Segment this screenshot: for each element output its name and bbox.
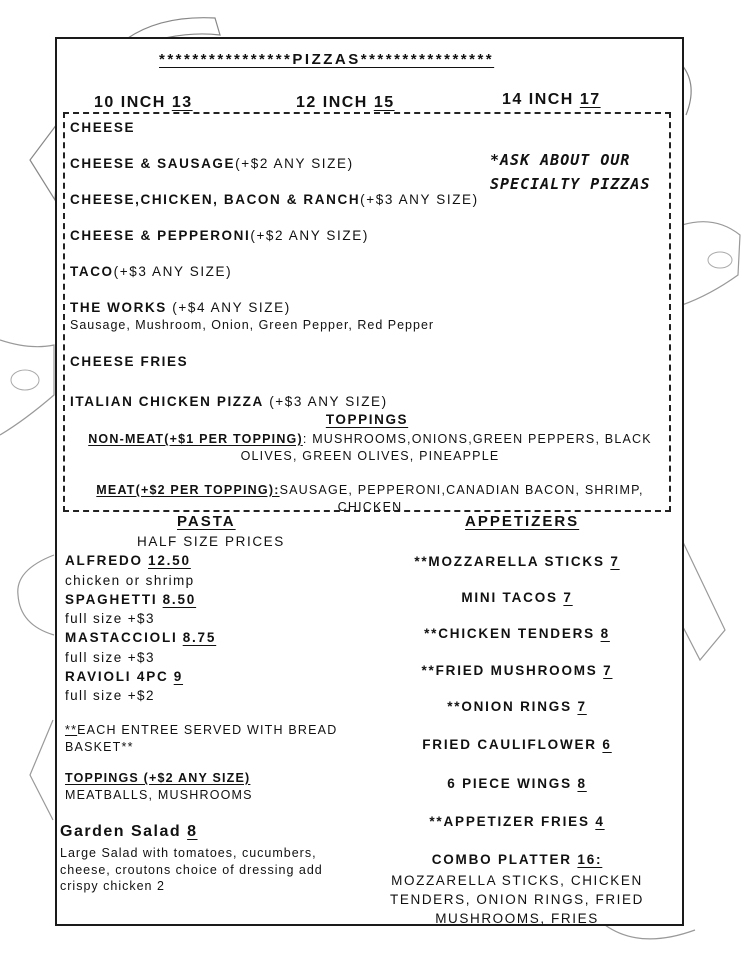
cheese-slice-sketch-icon xyxy=(25,715,55,825)
size-price: 15 xyxy=(373,94,395,111)
pizza-item: ITALIAN CHICKEN PIZZA (+$3 ANY SIZE) xyxy=(70,394,388,409)
pizza-item: TACO(+$3 ANY SIZE) xyxy=(70,264,233,279)
appetizer-item: 6 PIECE WINGS 8 xyxy=(447,776,587,791)
appetizers-heading: APPETIZERS xyxy=(465,513,580,530)
size-price: 17 xyxy=(579,91,601,108)
menu-sheet xyxy=(55,37,684,926)
tomato-sketch-icon xyxy=(10,550,56,640)
pasta-toppings-items: MEATBALLS, MUSHROOMS xyxy=(65,788,253,802)
garden-salad-title: Garden Salad 8 xyxy=(60,823,198,840)
pasta-note: full size +$3 xyxy=(65,650,155,665)
pizza-list-box xyxy=(63,112,671,512)
pizza-slice-sketch-icon xyxy=(680,215,742,310)
size-price: 13 xyxy=(171,94,193,111)
pasta-item: RAVIOLI 4PC 9 xyxy=(65,669,184,684)
size-12-inch: 12 INCH 15 xyxy=(296,94,395,111)
pizzas-title: ****************PIZZAS**************** xyxy=(159,51,495,68)
pizza-item: CHEESE FRIES xyxy=(70,354,189,369)
combo-platter-description: MOZZARELLA STICKS, CHICKEN TENDERS, ONION RINGS, FRIED MUSHROOMS, FRIES xyxy=(390,873,644,926)
appetizer-item: **ONION RINGS 7 xyxy=(447,699,587,714)
garden-salad-description: Large Salad with tomatoes, cucumbers, cheese, croutons choice of dressing add crispy chicken 2 xyxy=(60,846,323,893)
appetizer-item: FRIED CAULIFLOWER 6 xyxy=(422,737,612,752)
toppings-meat: MEAT(+$2 PER TOPPING):SAUSAGE, PEPPERONI,CANADIAN BACON, SHRIMP, CHICKEN xyxy=(96,483,644,514)
pizza-item: THE WORKS (+$4 ANY SIZE) Sausage, Mushroom, Onion, Green Pepper, Red Pepper xyxy=(70,300,435,332)
pasta-toppings-label: TOPPINGS (+$2 ANY SIZE) xyxy=(65,771,251,785)
entree-bread-note: **EACH ENTREE SERVED WITH BREAD BASKET** xyxy=(65,723,338,754)
pasta-item: ALFREDO 12.50 xyxy=(65,553,191,568)
appetizer-item: **FRIED MUSHROOMS 7 xyxy=(421,663,613,678)
pasta-note: chicken or shrimp xyxy=(65,573,195,588)
pizza-slice-sketch-icon xyxy=(0,335,56,445)
toppings-non-meat: NON-MEAT(+$1 PER TOPPING): MUSHROOMS,ONIONS,GREEN PEPPERS, BLACK OLIVES, GREEN OLIVES, PINEAPPLE xyxy=(88,432,652,463)
pasta-note: full size +$2 xyxy=(65,688,155,703)
appetizer-item: MINI TACOS 7 xyxy=(461,590,573,605)
pizza-description: Sausage, Mushroom, Onion, Green Pepper, Red Pepper xyxy=(70,318,435,332)
pasta-note: full size +$3 xyxy=(65,611,155,626)
appetizer-item: **MOZZARELLA STICKS 7 xyxy=(414,554,620,569)
pizza-slice-sketch-icon xyxy=(680,535,730,665)
pizza-item: CHEESE & PEPPERONI(+$2 ANY SIZE) xyxy=(70,228,369,243)
appetizer-item: **CHICKEN TENDERS 8 xyxy=(424,626,610,641)
pizza-item: CHEESE xyxy=(70,120,136,135)
pasta-item: MASTACCIOLI 8.75 xyxy=(65,630,217,645)
specialty-pizzas-note: *ASK ABOUT OUR SPECIALTY PIZZAS xyxy=(490,151,651,193)
pasta-heading: PASTA xyxy=(177,513,236,530)
appetizer-item: **APPETIZER FRIES 4 xyxy=(429,814,605,829)
size-14-inch: 14 INCH 17 xyxy=(502,91,601,108)
combo-platter-title: COMBO PLATTER 16: xyxy=(431,852,603,867)
pizza-item: CHEESE & SAUSAGE(+$2 ANY SIZE) xyxy=(70,156,354,171)
pizza-item: CHEESE,CHICKEN, BACON & RANCH(+$3 ANY SIZE) xyxy=(70,192,479,207)
size-10-inch: 10 INCH 13 xyxy=(94,94,193,111)
pasta-subheading: HALF SIZE PRICES xyxy=(137,534,285,549)
toppings-heading: TOPPINGS xyxy=(325,412,409,427)
pasta-item: SPAGHETTI 8.50 xyxy=(65,592,197,607)
